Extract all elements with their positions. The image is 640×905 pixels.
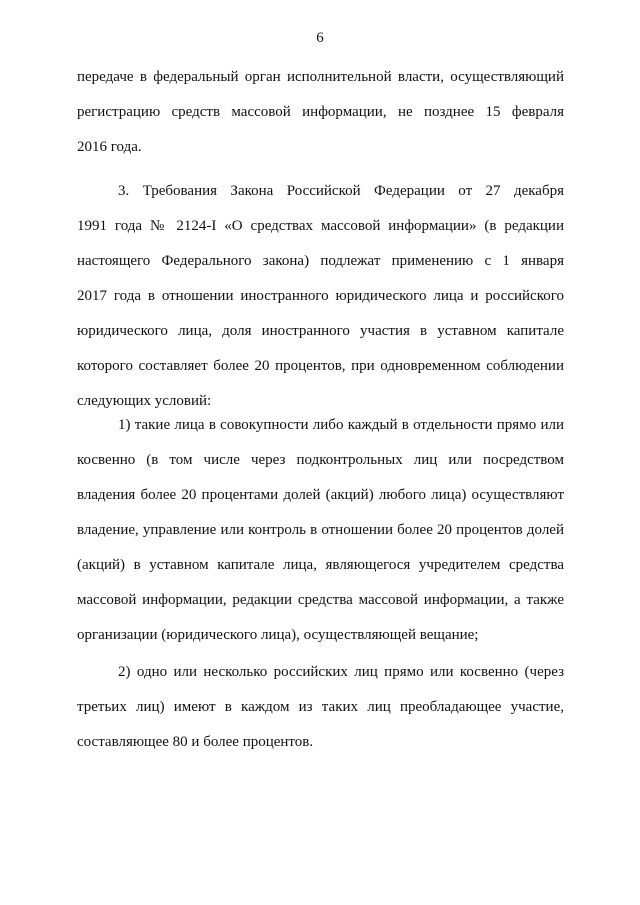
text-line: составляющее 80 и более процентов.: [77, 734, 314, 750]
text-line: 3. Требования Закона Российской Федерации от 27 декабря: [118, 183, 564, 199]
text-line: косвенно (в том числе через подконтрольных лиц или посредством: [77, 452, 564, 468]
text-line: 2017 года в отношении иностранного юридического лица и российского: [77, 288, 564, 304]
paragraph-continuation: [77, 60, 564, 165]
text-line: регистрацию средств массовой информации, не позднее 15 февраля: [77, 104, 564, 120]
text-line: владение, управление или контроль в отношении более 20 процентов долей: [77, 522, 564, 538]
page-number: 6: [316, 30, 324, 46]
text-line: третьих лиц) имеют в каждом из таких лиц преобладающее участие,: [77, 699, 564, 715]
paragraph-subitem-2: [77, 655, 564, 760]
paragraph-subitem-1: [77, 408, 564, 653]
text-line: владения более 20 процентами долей (акций) любого лица) осуществляют: [77, 487, 564, 503]
text-line: массовой информации, редакции средства массовой информации, а также: [77, 592, 564, 608]
text-line: 1991 года № 2124-I «О средствах массовой информации» (в редакции: [77, 218, 564, 234]
text-line: которого составляет более 20 процентов, при одновременном соблюдении: [77, 358, 564, 374]
text-line: передаче в федеральный орган исполнительной власти, осуществляющий: [77, 69, 564, 85]
text-line: (акций) в уставном капитале лица, являющегося учредителем средства: [77, 557, 564, 573]
text-line: 1) такие лица в совокупности либо каждый в отдельности прямо или: [118, 417, 564, 433]
text-line: следующих условий:: [77, 393, 212, 409]
text-line: 2) одно или несколько российских лиц прямо или косвенно (через: [118, 664, 564, 680]
text-line: настоящего Федерального закона) подлежат применению с 1 января: [77, 253, 564, 269]
paragraph-item-3: [77, 174, 564, 419]
text-line: организации (юридического лица), осуществляющей вещание;: [77, 627, 479, 643]
text-line: 2016 года.: [77, 139, 142, 155]
text-line: юридического лица, доля иностранного участия в уставном капитале: [77, 323, 564, 339]
